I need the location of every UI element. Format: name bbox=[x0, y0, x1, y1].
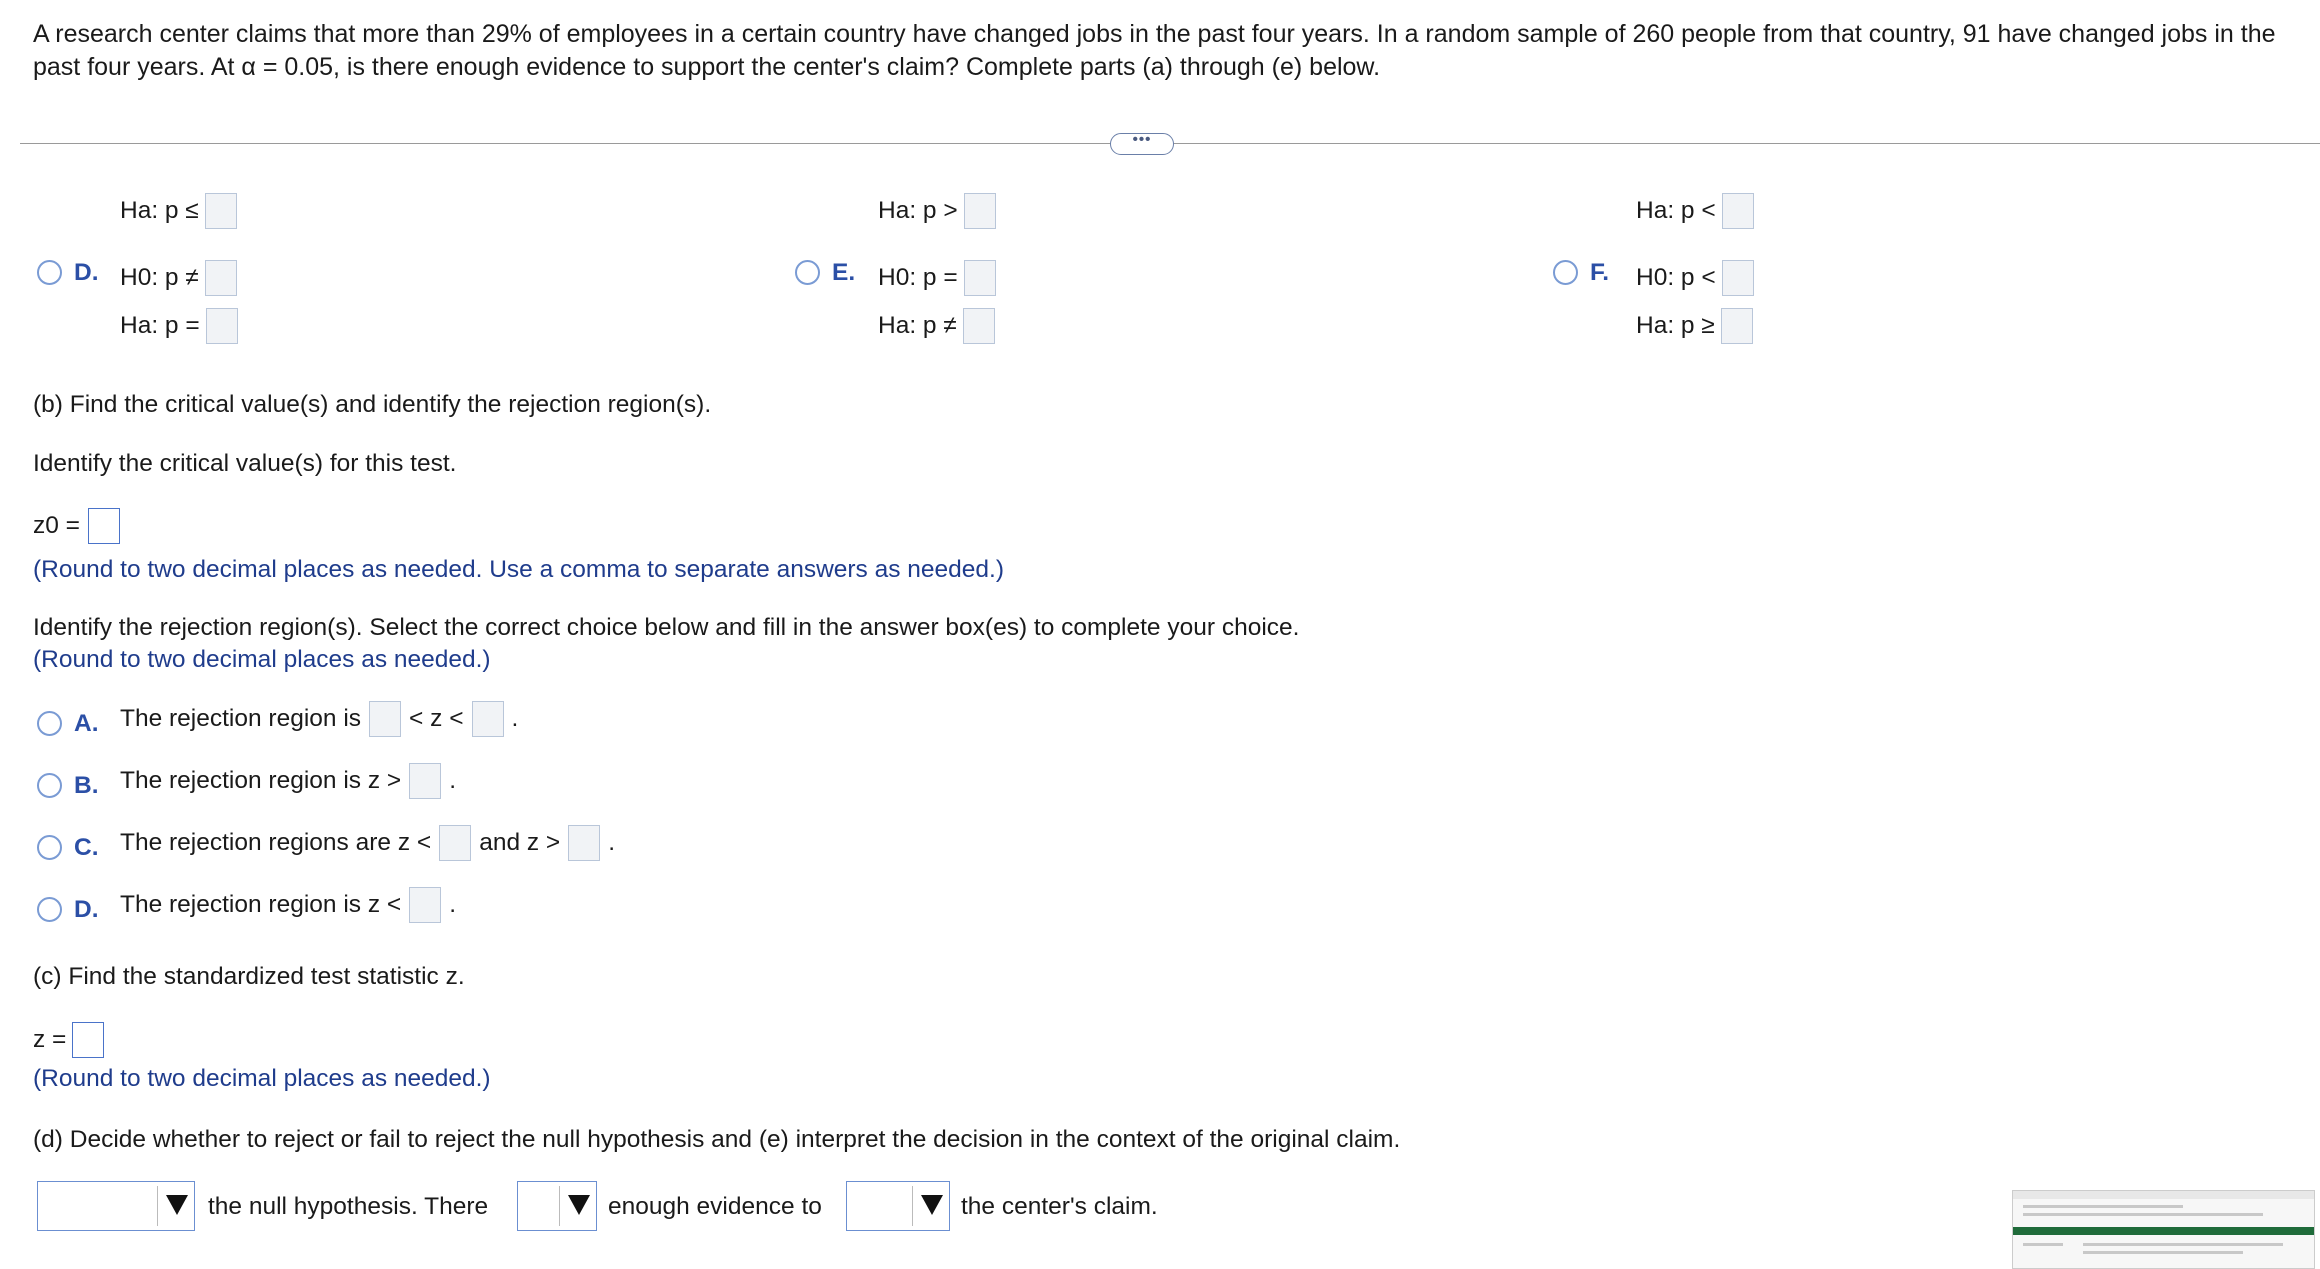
screen-preview-thumbnail[interactable] bbox=[2012, 1190, 2315, 1269]
option-a-ha bbox=[120, 193, 237, 229]
option-f-radio[interactable] bbox=[1553, 260, 1578, 285]
rejection-c-input-2[interactable] bbox=[568, 825, 600, 861]
z0-input[interactable] bbox=[88, 508, 120, 544]
option-e-ha-label: Ha: p ≠ bbox=[878, 312, 957, 339]
expand-button[interactable]: ••• bbox=[1110, 133, 1174, 155]
option-e-radio[interactable] bbox=[795, 260, 820, 285]
part-d-heading: (d) Decide whether to reject or fail to reject the null hypothesis and (e) interpret the decision in the context of the original claim. bbox=[33, 1126, 1401, 1153]
option-b-ha bbox=[878, 193, 996, 229]
option-d-ha-label: Ha: p = bbox=[120, 312, 200, 339]
option-f-letter: F. bbox=[1590, 259, 1610, 286]
option-e-h0-input[interactable] bbox=[964, 260, 996, 296]
dropdown-separator bbox=[157, 1186, 158, 1226]
option-f-ha-label: Ha: p ≥ bbox=[1636, 312, 1715, 339]
problem-statement: A research center claims that more than 29% of employees in a certain country have changed jobs in the past four years. In a random sample of 260 people from that country, 91 have changed jobs in the past four years. At α = 0.05, is there enough evidence to support the center's claim? Complete parts (a) through (e) below. bbox=[33, 20, 2276, 81]
dropdown-separator bbox=[912, 1186, 913, 1226]
option-d-h0 bbox=[120, 260, 237, 296]
rejection-b-end: . bbox=[449, 767, 457, 794]
option-d-letter: D. bbox=[74, 259, 99, 286]
part-d-text-3: the center's claim. bbox=[961, 1193, 1158, 1220]
z0-row bbox=[33, 508, 120, 544]
dropdown-arrow-icon bbox=[568, 1195, 590, 1215]
thumbnail-line bbox=[2083, 1251, 2243, 1254]
rejection-b-row bbox=[120, 763, 456, 799]
rejection-a-input-2[interactable] bbox=[472, 701, 504, 737]
rejection-a-input-1[interactable] bbox=[369, 701, 401, 737]
rejection-c-text-2: and z > bbox=[479, 829, 561, 856]
rejection-c-letter: C. bbox=[74, 834, 99, 861]
rejection-c-end: . bbox=[608, 829, 616, 856]
rejection-b-input[interactable] bbox=[409, 763, 441, 799]
rejection-a-row bbox=[120, 701, 518, 737]
rejection-a-end: . bbox=[511, 705, 519, 732]
option-d-ha-input[interactable] bbox=[206, 308, 238, 344]
option-c-ha bbox=[1636, 193, 1754, 229]
option-c-ha-label: Ha: p < bbox=[1636, 197, 1716, 224]
option-d-radio[interactable] bbox=[37, 260, 62, 285]
option-f-h0-label: H0: p < bbox=[1636, 264, 1716, 291]
dropdown-arrow-icon bbox=[921, 1195, 943, 1215]
thumbnail-line bbox=[2083, 1243, 2283, 1246]
reject-decision-dropdown[interactable] bbox=[37, 1181, 195, 1231]
rejection-b-radio[interactable] bbox=[37, 773, 62, 798]
rejection-c-input-1[interactable] bbox=[439, 825, 471, 861]
thumbnail-tab-bar bbox=[2013, 1191, 2314, 1199]
rejection-d-radio[interactable] bbox=[37, 897, 62, 922]
part-c-heading: (c) Find the standardized test statistic z. bbox=[33, 963, 465, 990]
option-c-ha-input[interactable] bbox=[1722, 193, 1754, 229]
option-e-h0-label: H0: p = bbox=[878, 264, 958, 291]
option-f-h0 bbox=[1636, 260, 1754, 296]
rejection-d-end: . bbox=[449, 891, 457, 918]
option-f-ha-input[interactable] bbox=[1721, 308, 1753, 344]
option-b-ha-label: Ha: p > bbox=[878, 197, 958, 224]
part-d-text-2: enough evidence to bbox=[608, 1193, 822, 1220]
claim-dropdown[interactable] bbox=[846, 1181, 950, 1231]
rejection-d-letter: D. bbox=[74, 896, 99, 923]
rejection-d-input[interactable] bbox=[409, 887, 441, 923]
thumbnail-line bbox=[2023, 1243, 2063, 1246]
part-b-heading: (b) Find the critical value(s) and identify the rejection region(s). bbox=[33, 391, 712, 418]
identify-critical-values: Identify the critical value(s) for this test. bbox=[33, 450, 457, 477]
option-a-ha-label: Ha: p ≤ bbox=[120, 197, 199, 224]
option-e-ha bbox=[878, 308, 995, 344]
option-f-ha bbox=[1636, 308, 1753, 344]
option-a-ha-input[interactable] bbox=[205, 193, 237, 229]
option-e-ha-input[interactable] bbox=[963, 308, 995, 344]
option-e-h0 bbox=[878, 260, 996, 296]
z-hint: (Round to two decimal places as needed.) bbox=[33, 1065, 491, 1092]
dropdown-separator bbox=[559, 1186, 560, 1226]
rejection-d-text: The rejection region is z < bbox=[120, 891, 402, 918]
rejection-c-row bbox=[120, 825, 615, 861]
dropdown-arrow-icon bbox=[166, 1195, 188, 1215]
rejection-a-radio[interactable] bbox=[37, 711, 62, 736]
rejection-d-row bbox=[120, 887, 456, 923]
option-e-letter: E. bbox=[832, 259, 856, 286]
thumbnail-line bbox=[2023, 1205, 2183, 1208]
thumbnail-line bbox=[2023, 1213, 2263, 1216]
z-row bbox=[33, 1022, 104, 1058]
rejection-b-text: The rejection region is z > bbox=[120, 767, 402, 794]
option-d-ha bbox=[120, 308, 238, 344]
z-label: z = bbox=[33, 1026, 67, 1053]
option-f-h0-input[interactable] bbox=[1722, 260, 1754, 296]
rejection-a-letter: A. bbox=[74, 710, 99, 737]
rejection-prompt: Identify the rejection region(s). Select the correct choice below and fill in the answer box(es) to complete your choice. bbox=[33, 614, 1300, 641]
rejection-hint: (Round to two decimal places as needed.) bbox=[33, 646, 491, 673]
z0-label: z0 = bbox=[33, 512, 80, 539]
option-d-h0-label: H0: p ≠ bbox=[120, 264, 199, 291]
option-d-h0-input[interactable] bbox=[205, 260, 237, 296]
rejection-c-text: The rejection regions are z < bbox=[120, 829, 432, 856]
z-input[interactable] bbox=[72, 1022, 104, 1058]
rejection-b-letter: B. bbox=[74, 772, 99, 799]
z0-hint: (Round to two decimal places as needed. Use a comma to separate answers as needed.) bbox=[33, 556, 1005, 583]
rejection-a-text: The rejection region is bbox=[120, 705, 362, 732]
part-d-text-1: the null hypothesis. There bbox=[208, 1193, 489, 1220]
rejection-c-radio[interactable] bbox=[37, 835, 62, 860]
rejection-a-text-2: < z < bbox=[409, 705, 464, 732]
thumbnail-header-bar bbox=[2013, 1227, 2314, 1235]
option-b-ha-input[interactable] bbox=[964, 193, 996, 229]
evidence-dropdown[interactable] bbox=[517, 1181, 597, 1231]
